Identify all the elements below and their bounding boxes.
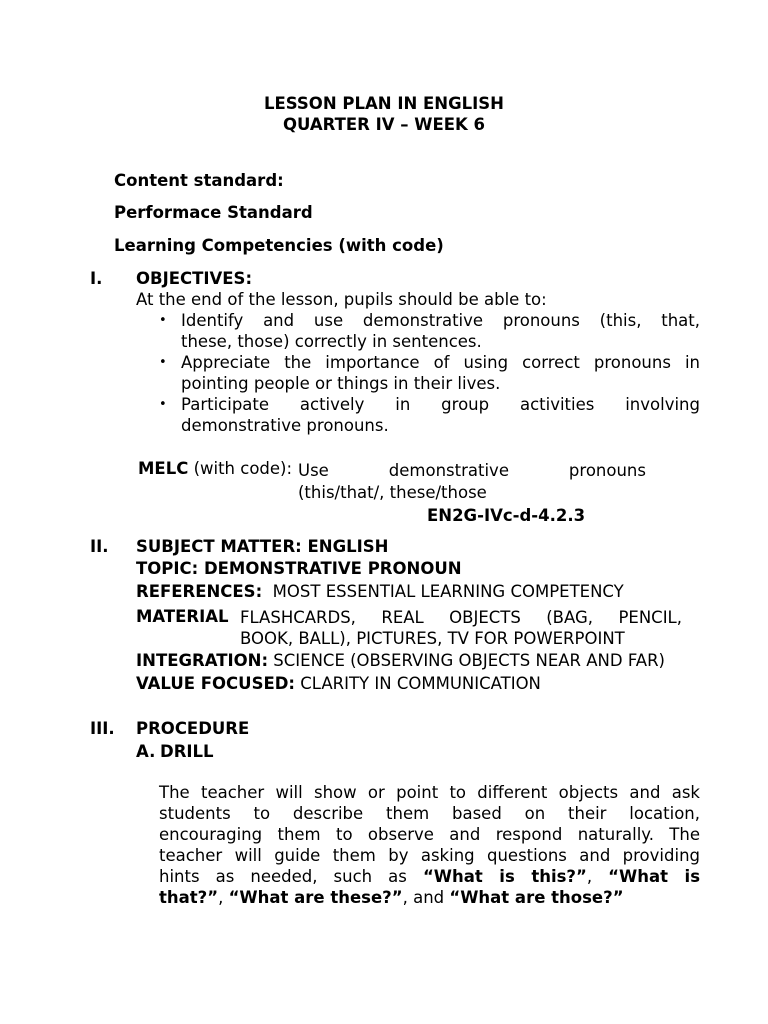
bullet-icon: • bbox=[159, 313, 167, 328]
materials-line-2: BOOK, BALL), PICTURES, TV FOR POWERPOINT bbox=[240, 629, 625, 648]
page-title: LESSON PLAN IN ENGLISH bbox=[264, 94, 504, 113]
objectives-intro: At the end of the lesson, pupils should be able to: bbox=[136, 290, 547, 309]
drill-paragraph-line-1: The teacher will show or point to different objects and ask bbox=[159, 783, 700, 802]
drill-letter: A. bbox=[136, 742, 156, 761]
integration-label: INTEGRATION: bbox=[136, 651, 269, 670]
content-standard-label: Content standard: bbox=[114, 171, 284, 190]
drill-paragraph-line-5 bbox=[159, 866, 700, 887]
question-this: “What is this?” bbox=[422, 867, 587, 886]
objective-item-2-line-1: Appreciate the importance of using correct pronouns in bbox=[181, 353, 700, 372]
drill-line-5-text: hints as needed, such as bbox=[159, 867, 407, 886]
drill-heading: DRILL bbox=[160, 742, 214, 761]
melc-text-line-2: (this/that/, these/those bbox=[298, 483, 487, 502]
drill-paragraph-line-4: teacher will guide them by asking questions and providing bbox=[159, 846, 700, 865]
page-subtitle: QUARTER IV – WEEK 6 bbox=[282, 115, 486, 134]
drill-paragraph-line-3: encouraging them to observe and respond naturally. The bbox=[159, 825, 700, 844]
question-that-part-2: that?” bbox=[159, 888, 219, 907]
objective-item-1-line-2: these, those) correctly in sentences. bbox=[181, 332, 482, 351]
subject-matter-heading: SUBJECT MATTER: ENGLISH bbox=[136, 537, 389, 556]
materials-line-1: FLASHCARDS, REAL OBJECTS (BAG, PENCIL, bbox=[240, 608, 682, 627]
melc-label-bold: MELC bbox=[138, 459, 189, 478]
objective-item-1-line-1: Identify and use demonstrative pronouns (this, that, bbox=[181, 311, 700, 330]
bullet-icon: • bbox=[159, 397, 167, 412]
references-line bbox=[136, 581, 624, 602]
comma: , bbox=[218, 888, 229, 907]
integration-value: SCIENCE (OBSERVING OBJECTS NEAR AND FAR) bbox=[273, 651, 665, 670]
melc-code: EN2G-IVc-d-4.2.3 bbox=[427, 506, 586, 525]
subject-matter-numeral: II. bbox=[90, 537, 109, 556]
materials-block bbox=[236, 607, 702, 650]
references-label: REFERENCES: bbox=[136, 582, 263, 601]
objective-item-3-line-1: Participate actively in group activities involving bbox=[181, 395, 700, 414]
integration-line bbox=[136, 650, 665, 671]
learning-competencies-label: Learning Competencies (with code) bbox=[114, 236, 444, 255]
topic-line: TOPIC: DEMONSTRATIVE PRONOUN bbox=[136, 559, 462, 578]
melc-text-line-1: Use demonstrative pronouns bbox=[298, 461, 646, 480]
value-focused-line bbox=[136, 673, 541, 694]
objective-item-2-line-2: pointing people or things in their lives. bbox=[181, 374, 501, 393]
objective-item-3-line-2: demonstrative pronouns. bbox=[181, 416, 389, 435]
comma: , bbox=[586, 867, 593, 886]
drill-paragraph-line-6 bbox=[159, 887, 624, 908]
value-focused-value: CLARITY IN COMMUNICATION bbox=[300, 674, 541, 693]
bullet-icon: • bbox=[159, 355, 167, 370]
objectives-numeral: I. bbox=[90, 269, 103, 288]
question-that-part-1: “What is bbox=[608, 867, 701, 886]
question-those: “What are those?” bbox=[449, 888, 624, 907]
question-these: “What are these?” bbox=[228, 888, 403, 907]
references-value: MOST ESSENTIAL LEARNING COMPETENCY bbox=[272, 582, 624, 601]
value-focused-label: VALUE FOCUSED: bbox=[136, 674, 296, 693]
procedure-numeral: III. bbox=[90, 719, 115, 738]
melc-label bbox=[138, 458, 292, 479]
materials-label: MATERIAL bbox=[136, 607, 229, 626]
performance-standard-label: Performace Standard bbox=[114, 203, 313, 222]
objectives-heading: OBJECTIVES: bbox=[136, 269, 253, 288]
and-text: , and bbox=[402, 888, 450, 907]
melc-label-suffix: (with code): bbox=[188, 459, 293, 478]
drill-paragraph-line-2: students to describe them based on their location, bbox=[159, 804, 700, 823]
procedure-heading: PROCEDURE bbox=[136, 719, 250, 738]
